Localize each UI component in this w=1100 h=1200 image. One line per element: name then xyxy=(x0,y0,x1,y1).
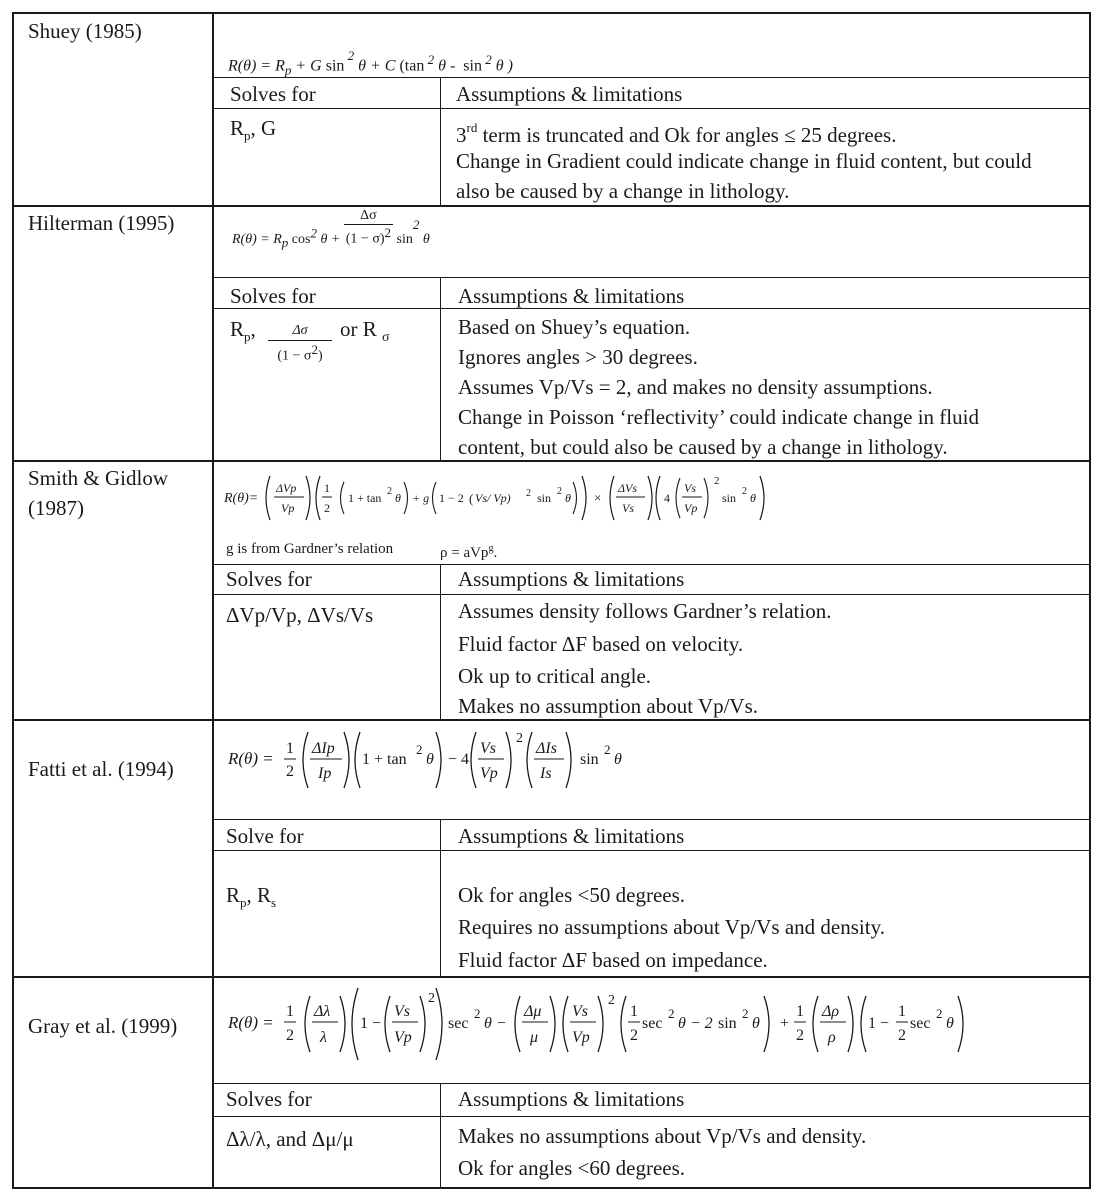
eq-den: 2 xyxy=(630,1027,638,1044)
eq-num: Δρ xyxy=(822,1003,840,1020)
eq-term: sec xyxy=(910,1015,931,1032)
paren xyxy=(656,476,660,520)
eq-term: θ xyxy=(946,1015,954,1032)
header-assumptions: Assumptions & limitations xyxy=(458,824,685,848)
eq-sup: 2 xyxy=(742,486,747,497)
eq-term: 1 − 2 xyxy=(439,491,464,505)
eq-den: 2 xyxy=(286,763,294,780)
eq-den: Vp xyxy=(480,765,498,782)
paren xyxy=(436,732,441,788)
eq-sup: 2 xyxy=(936,1006,943,1021)
solves-for-fatti: $R_p$, $R_s$ xyxy=(226,883,277,911)
column-divider xyxy=(440,277,441,461)
eq-num: 1 xyxy=(324,481,330,495)
paren xyxy=(404,482,408,514)
method-hilterman: Hilterman (1995) xyxy=(28,211,175,235)
eq-sup: 2 xyxy=(428,991,435,1006)
eq-term: Vs/ Vp) xyxy=(475,491,511,505)
paren xyxy=(848,996,853,1052)
paren xyxy=(676,478,680,518)
method-smith-gidlow-line2: (1987) xyxy=(28,496,84,520)
solves-for-smith-gidlow: ΔVp/Vp, ΔVs/Vs xyxy=(226,603,374,627)
paren xyxy=(303,732,308,788)
row-separator xyxy=(12,976,1091,978)
assumption-fatti-3: Fluid factor ΔF based on impedance. xyxy=(458,948,768,972)
assumption-gray-2: Ok for angles <60 degrees. xyxy=(458,1156,686,1180)
assumption-smith-2: Fluid factor ΔF based on velocity. xyxy=(458,632,744,656)
assumption-hilterman-1: Based on Shuey’s equation. xyxy=(458,315,691,339)
eq-lhs: R(θ) = xyxy=(228,1013,274,1032)
paren xyxy=(648,476,652,520)
header-assumptions: Assumptions & limitations xyxy=(458,1087,685,1111)
eq-sup: 2 xyxy=(416,742,423,757)
eq-term: sin xyxy=(722,491,737,505)
note-gardner-sup: g xyxy=(488,543,494,554)
note-gardner-equation: ρ = aVp$^g$. xyxy=(440,543,498,561)
column-divider xyxy=(440,77,441,206)
eq-num: 1 xyxy=(286,740,294,757)
paren xyxy=(471,732,476,788)
equation-gray xyxy=(228,982,988,1062)
paren xyxy=(355,732,360,788)
eq-num: ΔIp xyxy=(312,740,335,757)
note-gardner-eq: ρ = aVp xyxy=(440,545,489,561)
eq-term: θ xyxy=(750,491,756,505)
paren xyxy=(573,482,577,514)
eq-term: sec xyxy=(448,1015,469,1032)
assumption-shuey-1: 3rd term is truncated and Ok for angles ≤ 25 degrees. xyxy=(456,120,897,147)
eq-sup: 2 xyxy=(526,488,531,499)
eq-den: Vp xyxy=(394,1029,412,1046)
eq-sup: 2 xyxy=(742,1006,749,1021)
paren xyxy=(316,476,320,520)
assumption-gray-1: Makes no assumptions about Vp/Vs and density. xyxy=(458,1124,867,1148)
header-assumptions: Assumptions & limitations xyxy=(458,567,685,591)
eq-den: Ip xyxy=(318,765,332,782)
assumption-hilterman-5: content, but could also be caused by a change in lithology. xyxy=(458,435,948,459)
paren xyxy=(515,996,520,1052)
eq-term: − 4 xyxy=(448,751,470,768)
method-shuey: Shuey (1985) xyxy=(28,19,142,43)
solves-for-hilterman: $R_p$, xyxy=(230,317,256,345)
paren xyxy=(433,482,437,514)
eq-num: ΔIs xyxy=(536,740,557,757)
paren xyxy=(566,732,571,788)
eq-den: Vp xyxy=(572,1029,590,1046)
paren xyxy=(344,732,349,788)
header-solve-for: Solve for xyxy=(226,824,304,848)
column-divider xyxy=(440,1083,441,1189)
eq-term: + g xyxy=(412,491,430,505)
inner-line xyxy=(213,277,1090,278)
eq-den: 2 xyxy=(898,1027,906,1044)
eq-term: 1 − xyxy=(868,1015,890,1032)
method-fatti: Fatti et al. (1994) xyxy=(28,757,174,781)
assumption-shuey-3: also be caused by a change in lithology. xyxy=(456,179,790,203)
eq-num: ΔVs xyxy=(618,481,638,495)
inner-line xyxy=(213,1116,1090,1117)
paren xyxy=(436,988,442,1060)
equation-fatti xyxy=(228,724,648,796)
eq-term: + xyxy=(780,1015,790,1032)
eq-den: Vp xyxy=(281,501,295,515)
eq-term: θ xyxy=(752,1015,760,1032)
eq-sup: 2 xyxy=(516,731,523,746)
header-solves-for: Solves for xyxy=(226,567,312,591)
eq-times: × xyxy=(594,490,602,505)
eq-sup: 2 xyxy=(604,742,611,757)
eq-num: Vs xyxy=(394,1003,410,1020)
paren xyxy=(958,996,963,1052)
paren xyxy=(764,996,769,1052)
eq-num: Vs xyxy=(572,1003,588,1020)
paren xyxy=(305,996,310,1052)
eq-term: sin xyxy=(537,491,552,505)
column-divider-method xyxy=(212,12,214,1189)
eq-sup: 2 xyxy=(668,1006,675,1021)
eq-num: 1 xyxy=(286,1003,294,1020)
assumption-smith-1: Assumes density follows Gardner’s relation. xyxy=(458,599,832,623)
assumption-smith-3: Ok up to critical angle. xyxy=(458,664,652,688)
assumption-fatti-2: Requires no assumptions about Vp/Vs and density. xyxy=(458,915,885,939)
eq-den: Is xyxy=(540,765,552,782)
eq-term: sin xyxy=(718,1015,737,1032)
inner-line xyxy=(213,819,1090,820)
eq-num: 1 xyxy=(898,1003,906,1020)
eq-term: θ − 2 xyxy=(678,1015,713,1032)
header-assumptions: Assumptions & limitations xyxy=(456,82,683,106)
header-solves-for: Solves for xyxy=(230,284,316,308)
eq-sup: 2 xyxy=(387,486,392,497)
eq-den: Vs xyxy=(622,501,634,515)
method-gray: Gray et al. (1999) xyxy=(28,1014,178,1038)
eq-den: μ xyxy=(530,1029,539,1046)
assumption-hilterman-4: Change in Poisson ‘reflectivity’ could indicate change in fluid xyxy=(458,405,979,429)
eq-paren: ( xyxy=(469,491,474,506)
eq-num: Δμ xyxy=(524,1003,542,1020)
eq-num: 1 xyxy=(630,1003,638,1020)
solves-for-hilterman-fraction: $\frac{\Delta\sigma}{(1 - \sigma^2)}$ xyxy=(268,322,332,366)
eq-num: 1 xyxy=(796,1003,804,1020)
assumption-smith-4: Makes no assumption about Vp/Vs. xyxy=(458,694,759,718)
eq-lhs: R(θ) = xyxy=(228,749,274,768)
solves-for-shuey: $R_p$, G xyxy=(230,116,277,144)
equation-smith-gidlow xyxy=(224,466,764,530)
eq-lhs: R(θ)= xyxy=(224,491,259,506)
eq-term: sec xyxy=(642,1015,663,1032)
eq-term: 1 + tan xyxy=(348,491,382,505)
eq-term: sin xyxy=(580,751,599,768)
inner-line xyxy=(213,594,1090,595)
header-solves-for: Solves for xyxy=(226,1087,312,1111)
paren xyxy=(621,996,626,1052)
eq-term: θ xyxy=(614,751,622,768)
eq-term: 1 − xyxy=(360,1015,382,1032)
eq-term: θ xyxy=(395,491,401,505)
eq-term: θ − xyxy=(484,1015,507,1032)
solves-for-gray: Δλ/λ, and Δμ/μ xyxy=(226,1127,354,1151)
paren xyxy=(861,996,866,1052)
paren xyxy=(704,478,708,518)
paren xyxy=(385,996,390,1052)
eq-term: θ xyxy=(426,751,434,768)
eq-sup: 2 xyxy=(474,1006,481,1021)
assumption-shuey-2: Change in Gradient could indicate change in fluid content, but could xyxy=(456,149,1032,173)
paren xyxy=(550,996,555,1052)
note-gardner: g is from Gardner’s relation xyxy=(226,541,394,557)
equation-hilterman: $R(\theta) = R_p$ $\cos^2 \theta$ + $\frac{\Delta\sigma}{(1 - \sigma)^2}$ $\sin^2 \theta$ xyxy=(232,208,430,250)
column-divider xyxy=(440,564,441,720)
paren xyxy=(760,476,764,520)
header-assumptions: Assumptions & limitations xyxy=(458,284,685,308)
eq-sup: 2 xyxy=(557,486,562,497)
method-smith-gidlow-line1: Smith & Gidlow xyxy=(28,466,169,490)
assumption-hilterman-3: Assumes Vp/Vs = 2, and makes no density assumptions. xyxy=(458,375,933,399)
paren xyxy=(610,476,614,520)
eq-den: λ xyxy=(320,1029,327,1046)
assumption-hilterman-2: Ignores angles > 30 degrees. xyxy=(458,345,698,369)
assumption-fatti-1: Ok for angles <50 degrees. xyxy=(458,883,686,907)
eq-den: 2 xyxy=(796,1027,804,1044)
eq-num: ΔVp xyxy=(276,481,297,495)
eq-den: 2 xyxy=(324,501,330,515)
eq-num: Vs xyxy=(480,740,496,757)
eq-den: ρ xyxy=(828,1029,836,1046)
paren xyxy=(582,476,586,520)
eq-sup: 2 xyxy=(714,475,720,487)
paren xyxy=(420,996,425,1052)
eq-num: Δλ xyxy=(314,1003,331,1020)
eq-den: Vp xyxy=(684,501,698,515)
solves-for-hilterman-or: or R $_\sigma$ xyxy=(340,317,390,346)
paren xyxy=(266,476,270,520)
eq-num: Vs xyxy=(684,481,696,495)
header-solves-for: Solves for xyxy=(230,82,316,106)
paren xyxy=(306,476,310,520)
eq-den: 2 xyxy=(286,1027,294,1044)
eq-term: θ xyxy=(565,491,571,505)
eq-term: 1 + tan xyxy=(362,751,407,768)
column-divider xyxy=(440,819,441,977)
eq-sup: 2 xyxy=(608,993,615,1008)
paren xyxy=(813,996,818,1052)
paren xyxy=(527,732,532,788)
paren xyxy=(598,996,603,1052)
eq-term: 4 xyxy=(664,491,670,505)
paren xyxy=(352,988,358,1060)
paren xyxy=(341,482,345,514)
paren xyxy=(340,996,345,1052)
equation-shuey: $R(\theta) = R_p + G$ sin $^2$ θ + C (tan $^2$ θ - sin $^2$ θ ) xyxy=(228,48,513,78)
paren xyxy=(563,996,568,1052)
paren xyxy=(506,732,511,788)
